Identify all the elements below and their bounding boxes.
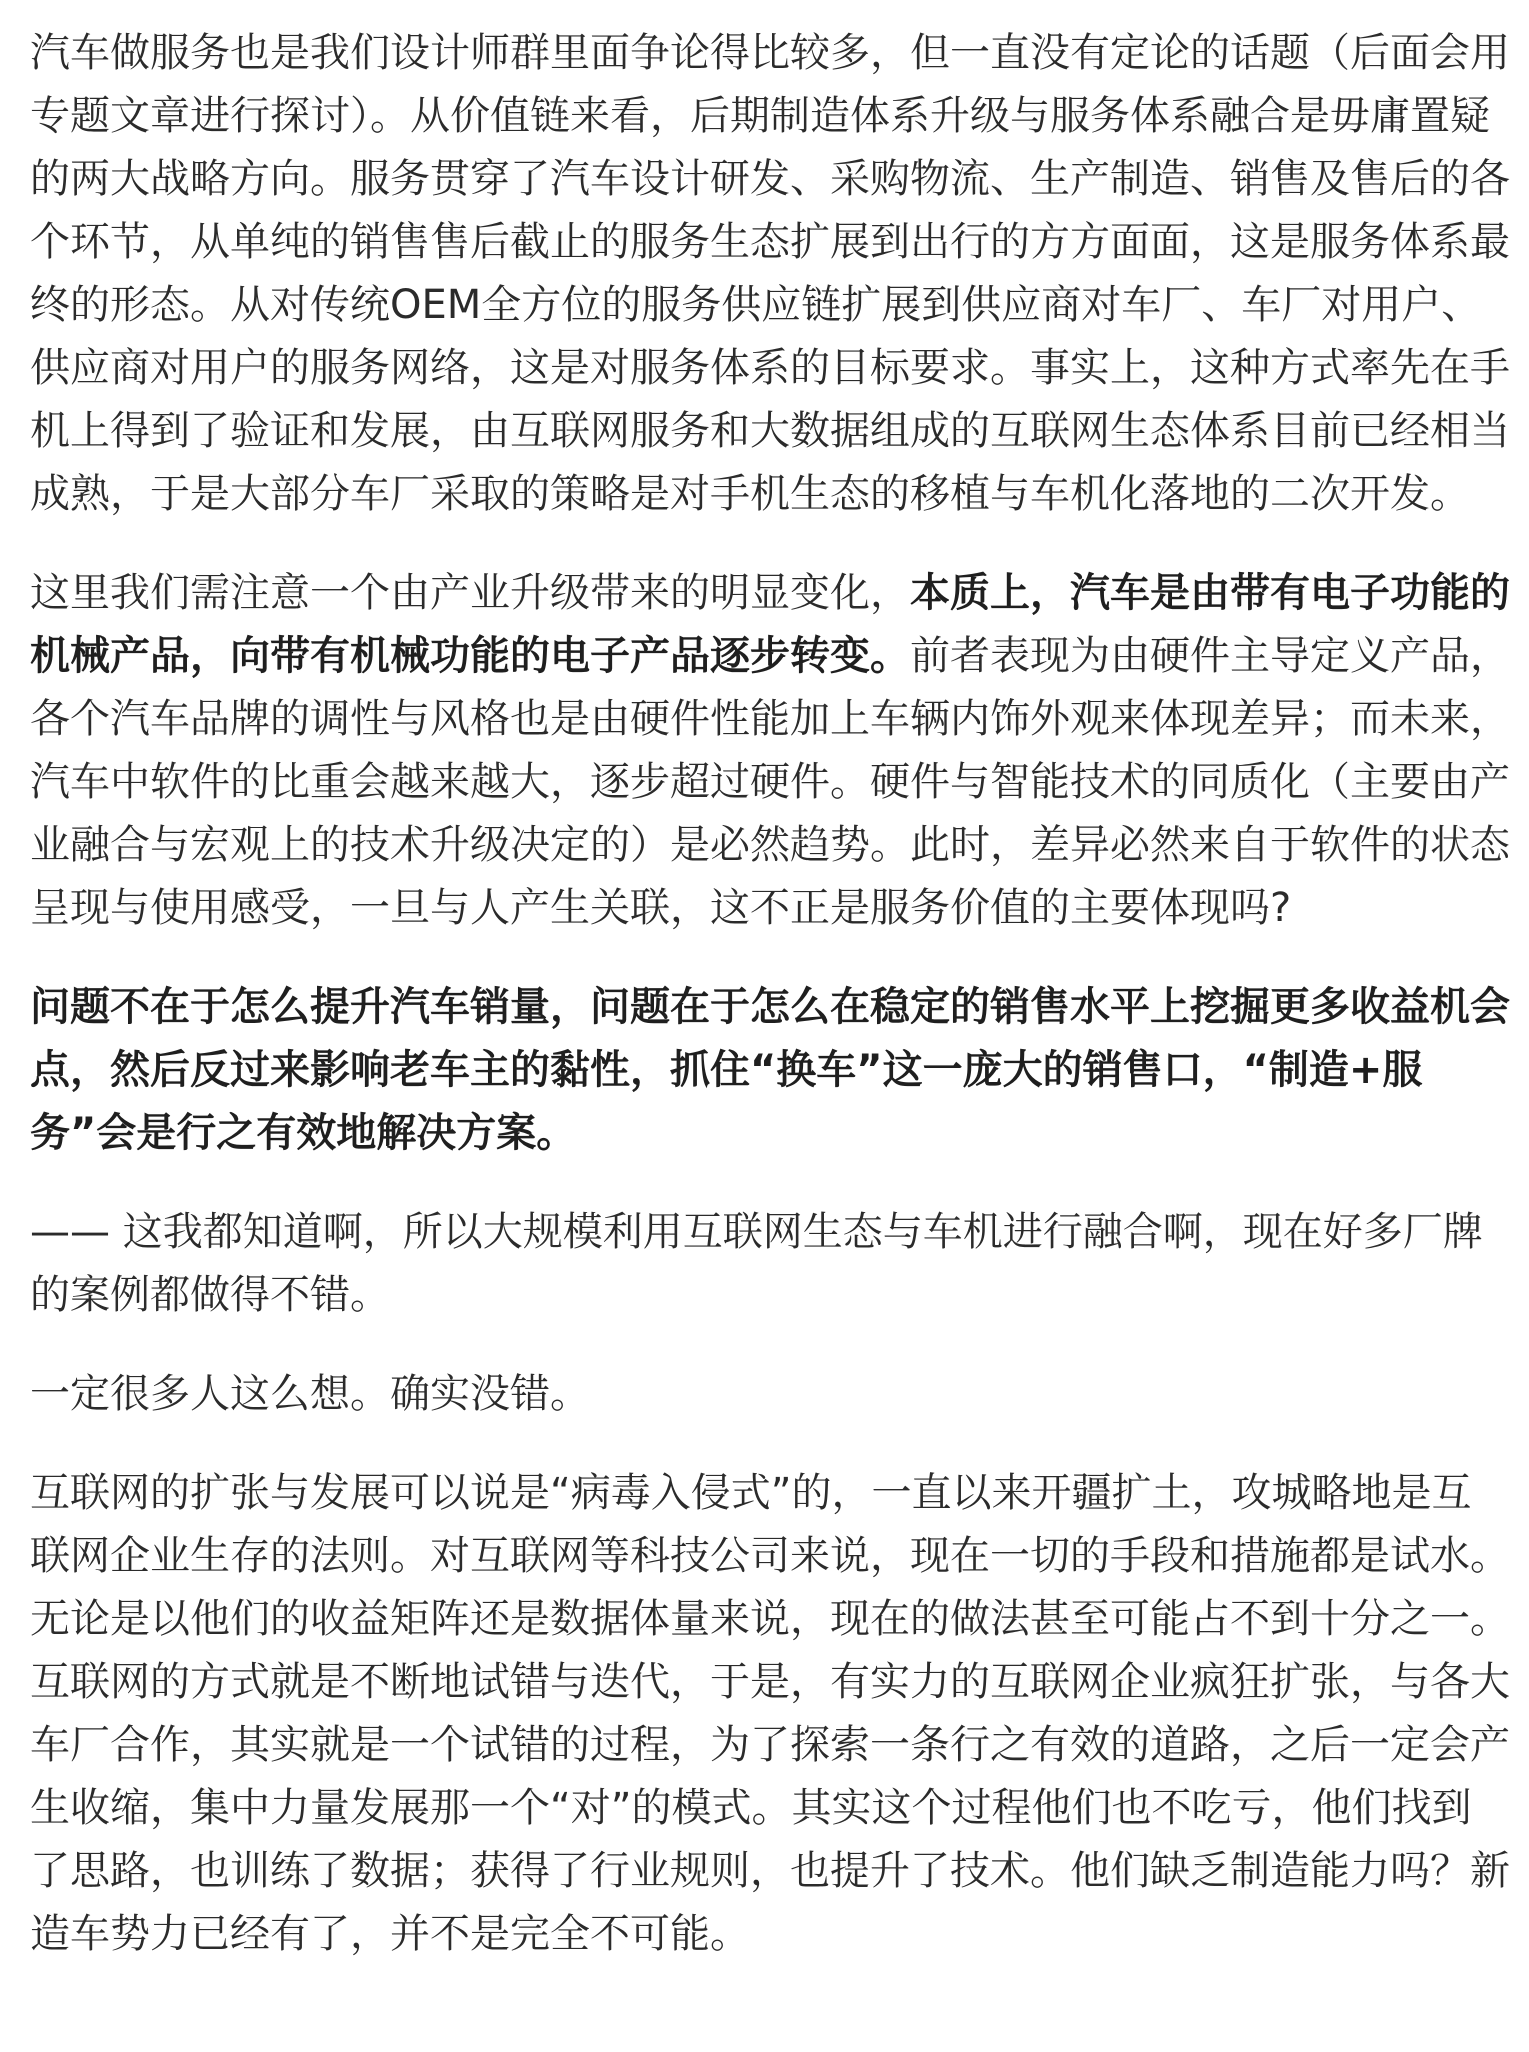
article-body (30, 22, 1510, 2002)
paragraph-text: 汽车做服务也是我们设计师群里面争论得比较多，但一直没有定论的话题（后面会用专题文章进行探讨）。从价值链来看，后期制造体系升级与服务体系融合是毋庸置疑的两大战略方向。服务贯穿了汽车设计研发、采购物流、生产制造、销售及售后的各个环节，从单纯的销售售后截止的服务生态扩展到出行的方方面面，这是服务体系最终的形态。从对传统OEM全方位的服务供应链扩展到供应商对车厂、车厂对用户、供应商对用户的服务网络，这是对服务体系的目标要求。事实上，这种方式率先在手机上得到了验证和发展，由互联网服务和大数据组成的互联网生态体系目前已经相当成熟，于是大部分车厂采取的策略是对手机生态的移植与车机化落地的二次开发。 (30, 30, 1510, 517)
paragraph-agreement (30, 1363, 1510, 1426)
paragraph-key-question (30, 976, 1510, 1165)
paragraph-text: 这里我们需注意一个由产业升级带来的明显变化， (30, 570, 910, 616)
paragraph-internet-expansion (30, 1462, 1510, 1966)
paragraph-emphasis: 本质上，汽车是由带有电子功能的机械产品，向带有机械功能的电子产品逐步转变。 (30, 570, 1510, 679)
paragraph-text: —— 这我都知道啊，所以大规模利用互联网生态与车机进行融合啊，现在好多厂牌的案例都做得不错。 (30, 1209, 1483, 1318)
paragraph-service-value-chain (30, 22, 1510, 526)
paragraph-reader-objection (30, 1201, 1510, 1327)
paragraph-industry-upgrade (30, 562, 1510, 940)
paragraph-text: 问题不在于怎么提升汽车销量，问题在于怎么在稳定的销售水平上挖掘更多收益机会点，然后反过来影响老车主的黏性，抓住“换车”这一庞大的销售口，“制造+服务”会是行之有效地解决方案。 (30, 984, 1510, 1156)
paragraph-text: 互联网的扩张与发展可以说是“病毒入侵式”的，一直以来开疆扩土，攻城略地是互联网企业生存的法则。对互联网等科技公司来说，现在一切的手段和措施都是试水。无论是以他们的收益矩阵还是数据体量来说，现在的做法甚至可能占不到十分之一。互联网的方式就是不断地试错与迭代，于是，有实力的互联网企业疯狂扩张，与各大车厂合作，其实就是一个试错的过程，为了探索一条行之有效的道路，之后一定会产生收缩，集中力量发展那一个“对”的模式。其实这个过程他们也不吃亏，他们找到了思路，也训练了数据；获得了行业规则，也提升了技术。他们缺乏制造能力吗？新造车势力已经有了，并不是完全不可能。 (30, 1470, 1510, 1957)
paragraph-text: 前者表现为由硬件主导定义产品，各个汽车品牌的调性与风格也是由硬件性能加上车辆内饰外观来体现差异；而未来，汽车中软件的比重会越来越大，逐步超过硬件。硬件与智能技术的同质化（主要由产业融合与宏观上的技术升级决定的）是必然趋势。此时，差异必然来自于软件的状态呈现与使用感受，一旦与人产生关联，这不正是服务价值的主要体现吗? (30, 633, 1510, 931)
paragraph-text: 一定很多人这么想。确实没错。 (30, 1371, 590, 1417)
